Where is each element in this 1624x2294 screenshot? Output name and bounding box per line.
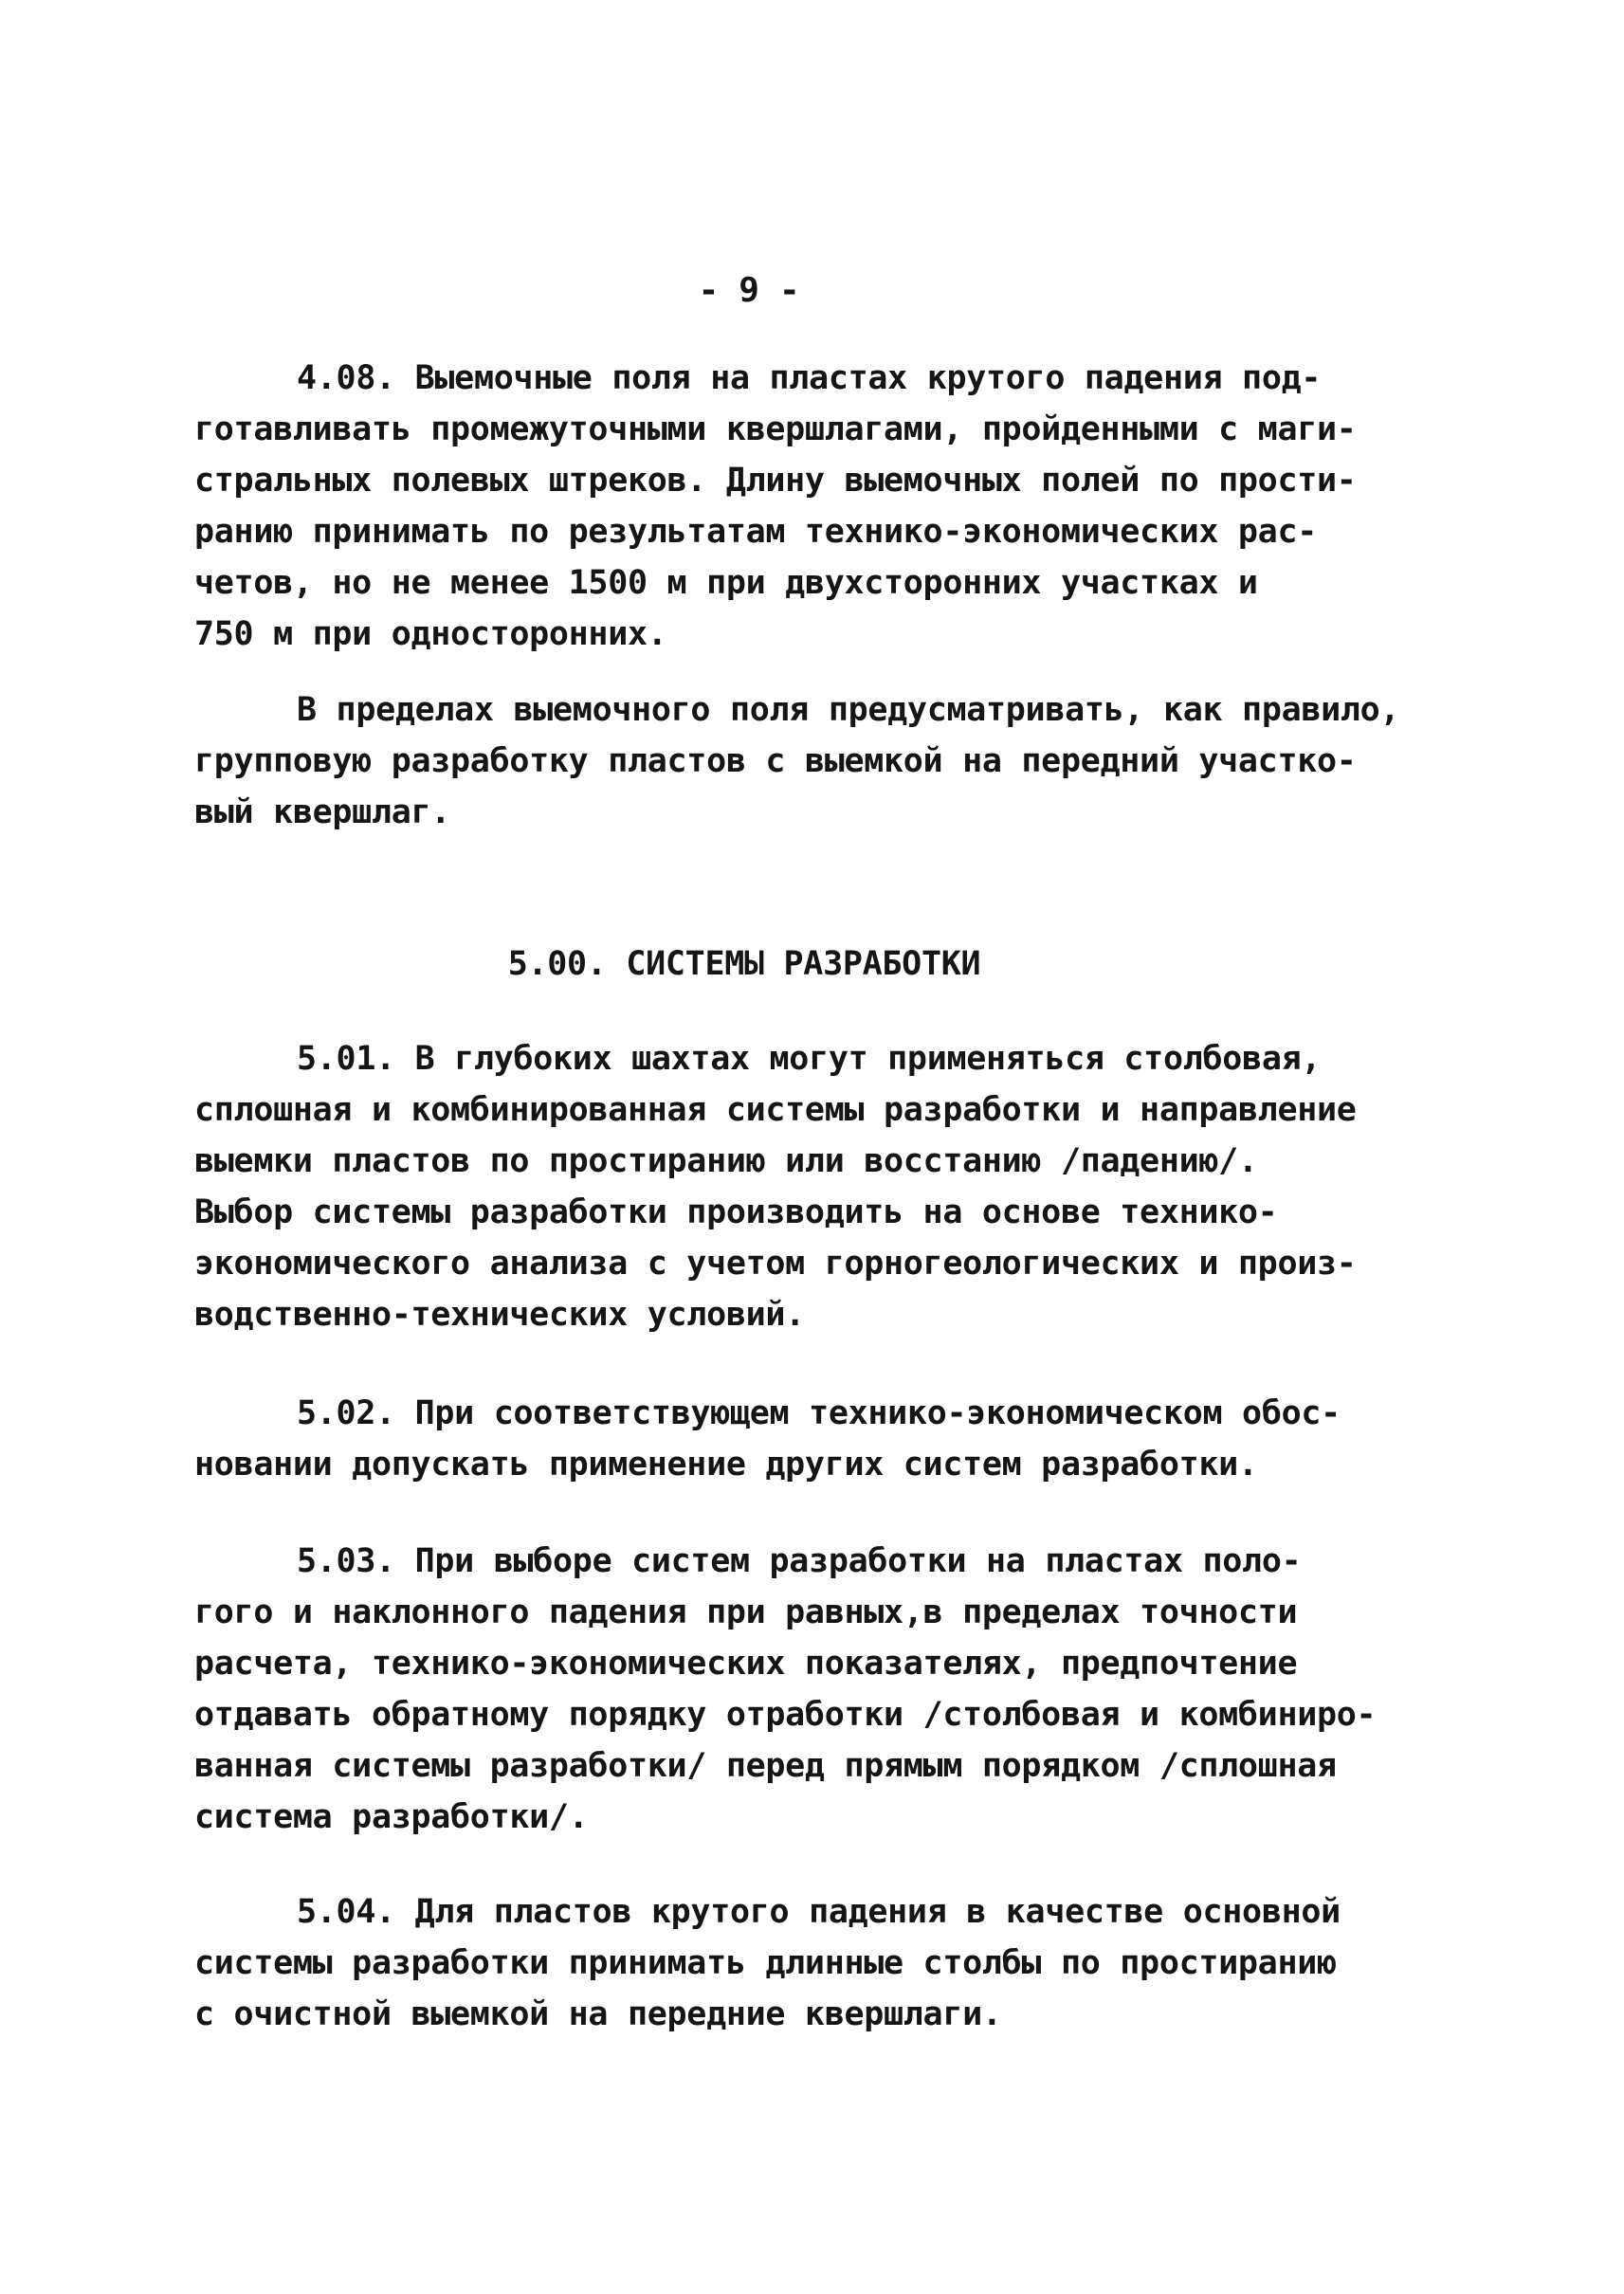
text-line: 5.04. Для пластов крутого падения в качестве основной: [297, 1893, 1341, 1931]
text-line: вый квершлаг.: [194, 793, 451, 831]
paragraph-5-03: [194, 1536, 1455, 1843]
text-line: 5.03. При выборе систем разработки на пластах поло-: [297, 1542, 1302, 1580]
text-line: готавливать промежуточными квершлагами, пройденными с маги-: [194, 410, 1357, 448]
paragraph-5-01: [194, 1033, 1455, 1340]
section-heading: 5.00. СИСТЕМЫ РАЗРАБОТКИ: [507, 945, 981, 983]
text-line: новании допускать применение других систем разработки.: [194, 1446, 1258, 1484]
text-line: системы разработки принимать длинные столбы по простиранию: [194, 1944, 1337, 1982]
text-line: сплошная и комбинированная системы разработки и направление: [194, 1091, 1357, 1129]
text-line: стральных полевых штреков. Длину выемочных полей по прости-: [194, 462, 1357, 500]
page-number: - 9 -: [698, 271, 800, 310]
paragraph-5-04: [194, 1886, 1455, 2040]
text-line: групповую разработку пластов с выемкой на передний участко-: [194, 742, 1357, 780]
paragraph-4-08: [194, 353, 1455, 660]
text-line: отдавать обратному порядку отработки /столбовая и комбиниро-: [194, 1696, 1377, 1734]
paragraph-5-02: [194, 1388, 1455, 1490]
text-line: 5.02. При соответствующем технико-экономическом обос-: [297, 1394, 1341, 1432]
text-line: экономического анализа с учетом горногеологических и произ-: [194, 1245, 1357, 1283]
text-line: с очистной выемкой на передние квершлаги.: [194, 1995, 1002, 2033]
text-line: 4.08. Выемочные поля на пластах крутого падения под-: [297, 359, 1322, 397]
text-line: 750 м при односторонних.: [194, 615, 667, 653]
text-line: четов, но не менее 1500 м при двухсторонних участках и: [194, 564, 1258, 602]
text-line: водственно-технических условий.: [194, 1296, 805, 1334]
text-line: 5.01. В глубоких шахтах могут применяться столбовая,: [297, 1040, 1322, 1078]
text-line: расчета, технико-экономических показателях, предпочтение: [194, 1645, 1298, 1683]
paragraph-4-08-continued: [194, 684, 1455, 838]
text-line: Выбор системы разработки производить на основе технико-: [194, 1193, 1278, 1231]
text-line: гого и наклонного падения при равных,в пределах точности: [194, 1593, 1298, 1631]
text-line: система разработки/.: [194, 1798, 589, 1836]
text-line: ванная системы разработки/ перед прямым порядком /сплошная: [194, 1747, 1337, 1785]
text-line: В пределах выемочного поля предусматривать, как правило,: [297, 691, 1400, 729]
text-line: ранию принимать по результатам технико-экономических рас-: [194, 513, 1317, 551]
text-line: выемки пластов по простиранию или восстанию /падению/.: [194, 1142, 1258, 1180]
